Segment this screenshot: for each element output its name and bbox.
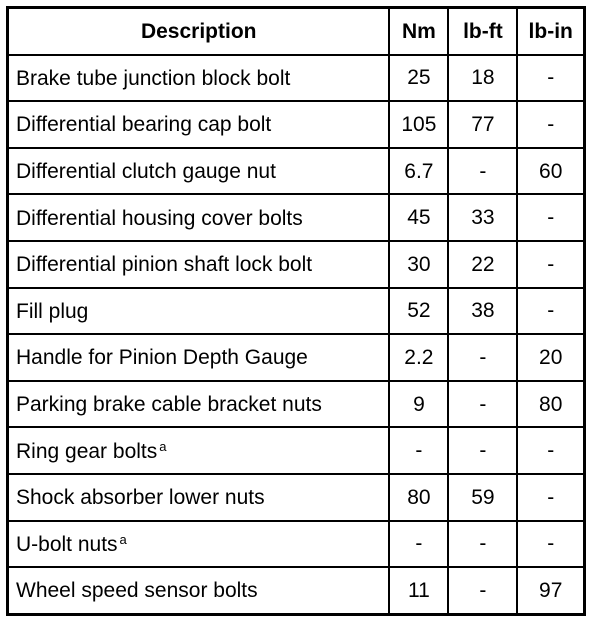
row-nm: 80 xyxy=(389,474,448,521)
row-lbin: - xyxy=(517,241,584,288)
row-lbin: - xyxy=(517,474,584,521)
row-lbin: - xyxy=(517,521,584,568)
table-row xyxy=(8,427,585,474)
footnote-marker: a xyxy=(119,531,127,547)
table-row xyxy=(8,521,585,568)
row-nm: 6.7 xyxy=(389,148,448,195)
table-row xyxy=(8,101,585,148)
table-row xyxy=(8,567,585,614)
row-lbft: - xyxy=(448,381,517,428)
row-description: Fill plug xyxy=(8,288,390,335)
row-description: Differential bearing cap bolt xyxy=(8,101,390,148)
row-lbft: - xyxy=(448,427,517,474)
table-row xyxy=(8,381,585,428)
row-nm: 25 xyxy=(389,55,448,102)
row-lbft: 38 xyxy=(448,288,517,335)
row-lbft: 59 xyxy=(448,474,517,521)
row-description: Differential pinion shaft lock bolt xyxy=(8,241,390,288)
row-lbin: 60 xyxy=(517,148,584,195)
row-lbft: - xyxy=(448,521,517,568)
row-description: Wheel speed sensor bolts xyxy=(8,567,390,614)
row-nm: 52 xyxy=(389,288,448,335)
row-lbin: 20 xyxy=(517,334,584,381)
row-description: Parking brake cable bracket nuts xyxy=(8,381,390,428)
row-nm: 9 xyxy=(389,381,448,428)
header-lbft: lb-ft xyxy=(448,8,517,55)
table-row xyxy=(8,288,585,335)
table-row xyxy=(8,241,585,288)
row-description: Handle for Pinion Depth Gauge xyxy=(8,334,390,381)
row-description: Differential clutch gauge nut xyxy=(8,148,390,195)
row-lbft: 33 xyxy=(448,194,517,241)
table-row xyxy=(8,55,585,102)
row-description: U-bolt nuts $^a$ xyxy=(8,521,390,568)
row-lbin: 80 xyxy=(517,381,584,428)
row-nm: 2.2 xyxy=(389,334,448,381)
row-lbft: 18 xyxy=(448,55,517,102)
row-nm: - xyxy=(389,427,448,474)
header-lbin: lb-in xyxy=(517,8,584,55)
row-lbin: - xyxy=(517,427,584,474)
row-nm: - xyxy=(389,521,448,568)
row-lbin: - xyxy=(517,288,584,335)
row-description: Shock absorber lower nuts xyxy=(8,474,390,521)
row-nm: 105 xyxy=(389,101,448,148)
header-nm: Nm xyxy=(389,8,448,55)
row-lbft: - xyxy=(448,148,517,195)
torque-spec-table xyxy=(6,6,586,616)
row-nm: 45 xyxy=(389,194,448,241)
row-nm: 11 xyxy=(389,567,448,614)
table-row xyxy=(8,474,585,521)
row-description: Differential housing cover bolts xyxy=(8,194,390,241)
row-description: Ring gear bolts $^a$ xyxy=(8,427,390,474)
header-description: Description xyxy=(8,8,390,55)
table-row xyxy=(8,334,585,381)
row-lbin: - xyxy=(517,101,584,148)
row-lbft: 77 xyxy=(448,101,517,148)
footnote-marker: a xyxy=(159,438,167,454)
table-row xyxy=(8,148,585,195)
row-lbft: 22 xyxy=(448,241,517,288)
row-description: Brake tube junction block bolt xyxy=(8,55,390,102)
row-lbft: - xyxy=(448,334,517,381)
row-lbin: - xyxy=(517,55,584,102)
row-lbft: - xyxy=(448,567,517,614)
row-nm: 30 xyxy=(389,241,448,288)
header-row xyxy=(8,8,585,55)
row-lbin: 97 xyxy=(517,567,584,614)
row-lbin: - xyxy=(517,194,584,241)
table-row xyxy=(8,194,585,241)
